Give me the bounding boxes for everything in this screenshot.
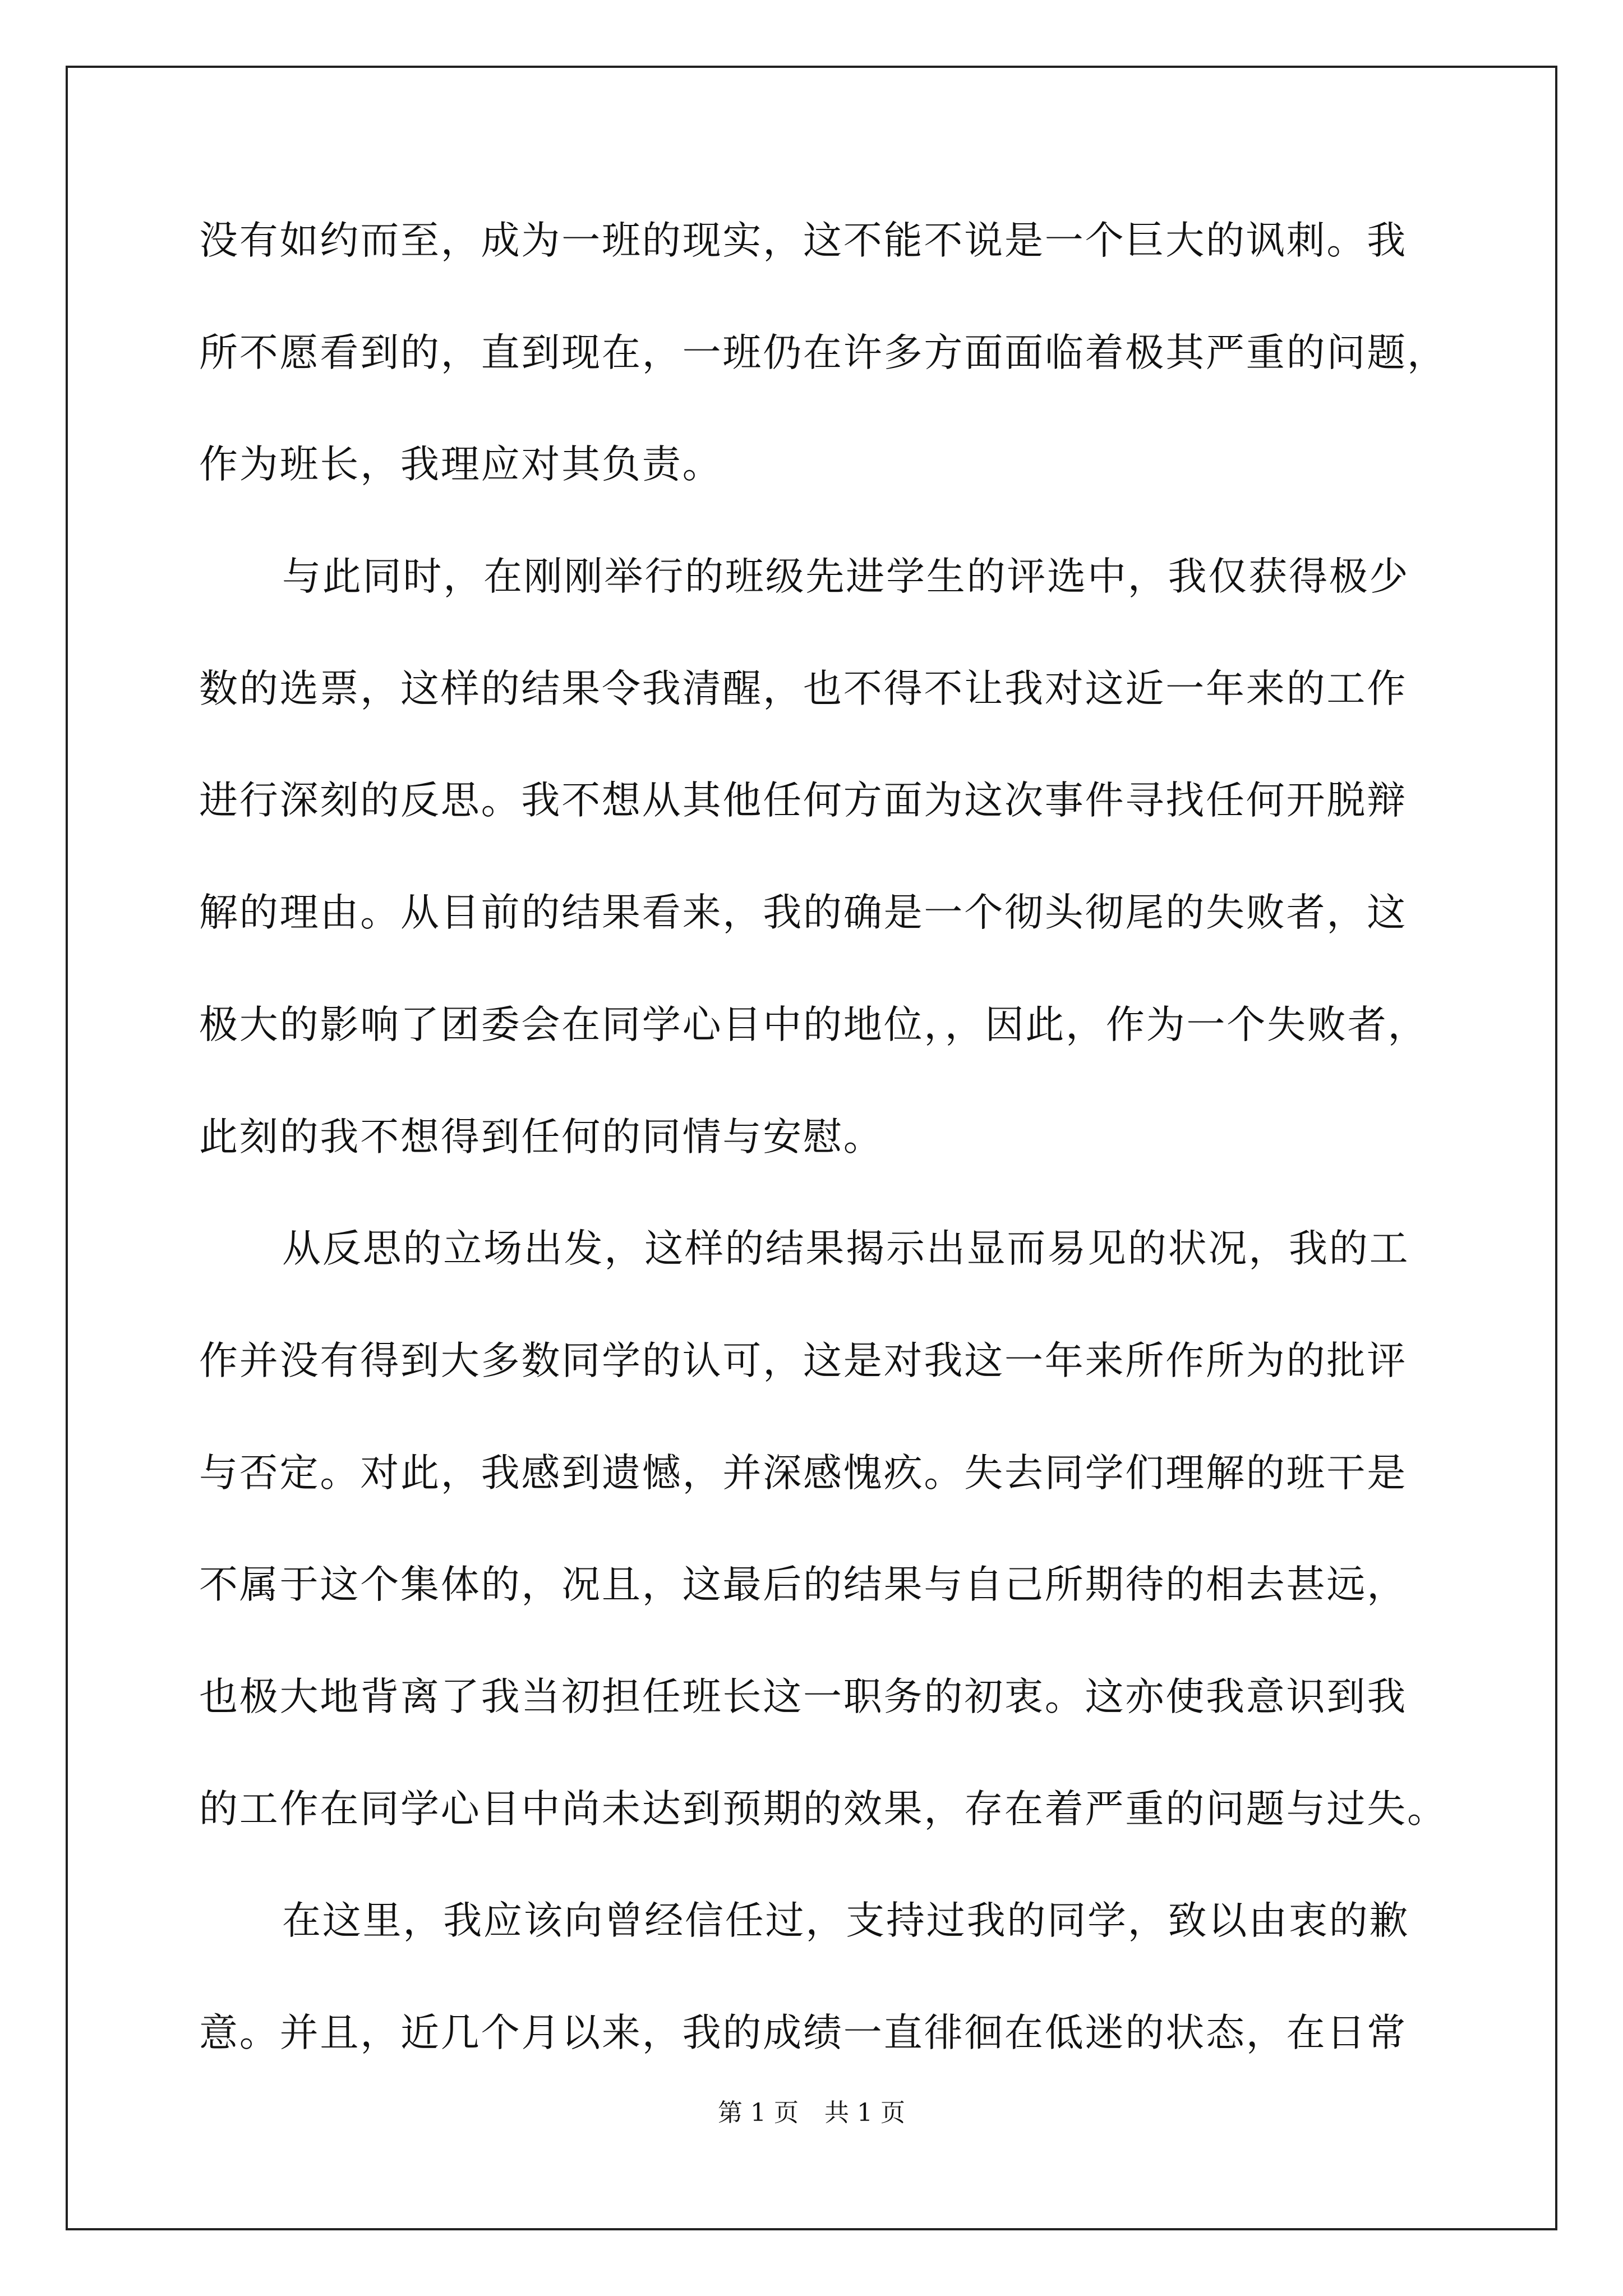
paragraph-start-line: 在这里，我应该向曾经信任过，支持过我的同学，致以由衷的歉	[282, 1898, 1410, 1944]
text-line: 所不愿看到的，直到现在，一班仍在许多方面面临着极其严重的问题，	[199, 330, 1447, 375]
text-line: 没有如约而至，成为一班的现实，这不能不说是一个巨大的讽刺。我	[199, 218, 1407, 263]
text-line: 进行深刻的反思。我不想从其他任何方面为这次事件寻找任何开脱辩	[199, 778, 1407, 823]
text-line: 也极大地背离了我当初担任班长这一职务的初衷。这亦使我意识到我	[199, 1674, 1407, 1719]
page-total: 共 1 页	[824, 2099, 905, 2127]
text-line: 解的理由。从目前的结果看来，我的确是一个彻头彻尾的失败者，这	[199, 890, 1407, 936]
text-line: 此刻的我不想得到任何的同情与安慰。	[199, 1114, 884, 1159]
text-line: 极大的影响了团委会在同学心目中的地位，，因此，作为一个失败者，	[199, 1002, 1428, 1047]
text-line: 作并没有得到大多数同学的认可，这是对我这一年来所作所为的批评	[199, 1338, 1407, 1383]
text-line: 意。并且，近几个月以来，我的成绩一直徘徊在低迷的状态，在日常	[199, 2010, 1407, 2055]
document-body	[199, 185, 1447, 2090]
text-line: 数的选票，这样的结果令我清醒，也不得不让我对这近一年来的工作	[199, 666, 1407, 711]
text-line: 的工作在同学心目中尚未达到预期的效果，存在着严重的问题与过失。	[199, 1786, 1447, 1832]
paragraph-start-line: 从反思的立场出发，这样的结果揭示出显而易见的状况，我的工	[282, 1226, 1410, 1272]
text-line: 不属于这个集体的，况且，这最后的结果与自己所期待的相去甚远，	[199, 1562, 1407, 1608]
paragraph-start-line: 与此同时，在刚刚举行的班级先进学生的评选中，我仅获得极少	[282, 554, 1410, 600]
page-number: 第 1 页	[718, 2099, 799, 2127]
text-line: 与否定。对此，我感到遗憾，并深感愧疚。失去同学们理解的班干是	[199, 1450, 1407, 1496]
page-footer	[0, 2092, 1623, 2128]
text-line: 作为班长，我理应对其负责。	[199, 442, 723, 487]
